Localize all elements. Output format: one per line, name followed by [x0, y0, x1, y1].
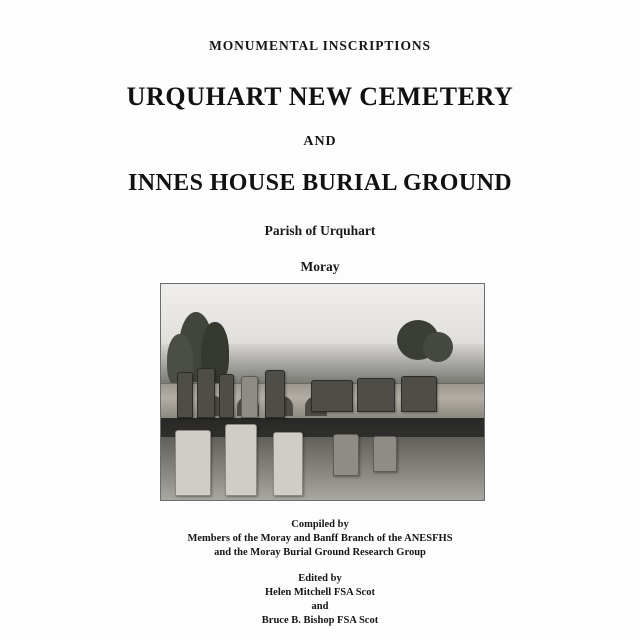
compiler-line-2: and the Moray Burial Ground Research Group — [214, 547, 426, 558]
parish-label: Parish of Urquhart — [264, 223, 376, 238]
gravestone — [225, 424, 257, 496]
cover-photograph — [160, 283, 485, 501]
credits-spacer — [0, 560, 640, 572]
compiled-by-label: Compiled by — [291, 519, 349, 530]
cover-header — [0, 0, 640, 275]
gravestone — [177, 372, 193, 418]
gravestone — [273, 432, 303, 496]
editor-name-1: Helen Mitchell FSA Scot — [265, 587, 375, 598]
gravestone — [357, 378, 395, 412]
page-title: URQUHART NEW CEMETERY — [126, 82, 514, 111]
gravestone — [175, 430, 211, 496]
gravestone — [333, 434, 359, 476]
series-kicker: MONUMENTAL INSCRIPTIONS — [209, 38, 431, 53]
credits-block — [0, 518, 640, 628]
tree-shape — [423, 332, 453, 362]
gravestone — [401, 376, 437, 412]
edited-by-label: Edited by — [298, 573, 342, 584]
editor-name-2: Bruce B. Bishop FSA Scot — [261, 615, 379, 626]
compiler-line-1: Members of the Moray and Banff Branch of the ANESFHS — [187, 533, 453, 544]
gravestone — [197, 368, 215, 418]
gravestone — [219, 374, 234, 418]
gravestone — [265, 370, 285, 418]
conjunction-and: AND — [303, 134, 337, 149]
region-label: Moray — [300, 259, 340, 274]
gravestone — [241, 376, 258, 418]
editor-conjunction: and — [311, 601, 329, 612]
gravestone — [311, 380, 353, 412]
gravestone — [373, 436, 397, 472]
page-subtitle: INNES HOUSE BURIAL GROUND — [127, 170, 513, 196]
